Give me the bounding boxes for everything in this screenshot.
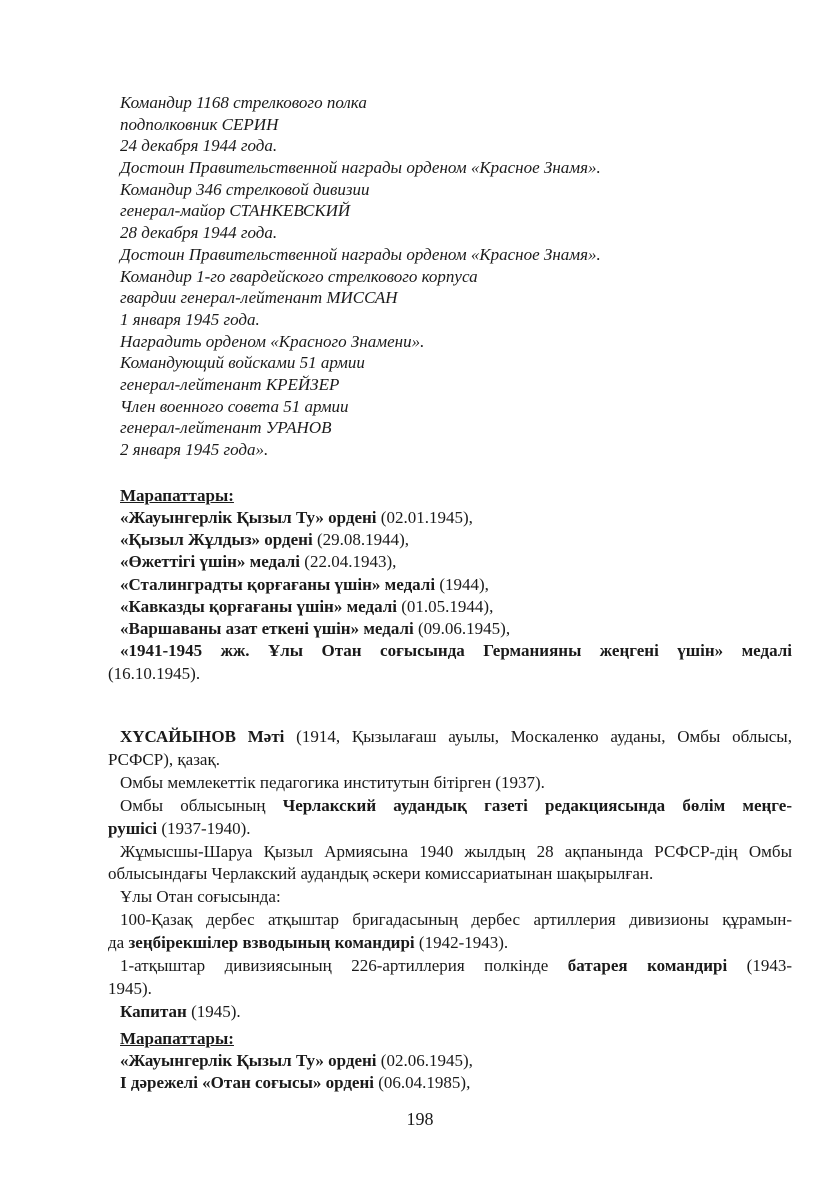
- bio-service1-prefix: да: [108, 933, 129, 953]
- quote-line: 28 декабря 1944 года.: [120, 223, 278, 243]
- bio-rank: [108, 1001, 792, 1024]
- award-item: [120, 574, 792, 596]
- awards-heading: Марапаттары:: [120, 1029, 234, 1048]
- award-date: (02.01.1945),: [376, 507, 473, 527]
- award-item: [120, 640, 792, 662]
- award-name: «Өжеттігі үшін» медалі: [120, 552, 301, 572]
- bio-intro-text: (1914, Қызылағаш ауылы, Москаленко ауданы, Омбы облысы,: [284, 727, 792, 746]
- award-item: [120, 529, 792, 551]
- quote-line: Наградить орденом «Красного Знамени».: [120, 331, 425, 351]
- awards-section: [108, 485, 792, 685]
- quote-line: 1 января 1945 года.: [120, 309, 260, 329]
- page-number: 198: [406, 1109, 434, 1129]
- award-name: «Варшаваны азат еткені үшін» медалі: [120, 619, 414, 639]
- quote-line: Достоин Правительственной награды орденом «Красное Знамя».: [120, 158, 601, 178]
- bio-intro-line2: РСФСР), қазақ.: [108, 749, 220, 769]
- quote-line: Командир 1-го гвардейского стрелкового корпуса: [120, 266, 478, 286]
- bio-education: Омбы мемлекеттік педагогика институтын бітірген (1937).: [120, 772, 545, 792]
- awards-section-2: [120, 1028, 792, 1094]
- award-date: (06.04.1985),: [374, 1072, 471, 1092]
- bio-intro: [108, 726, 792, 749]
- quote-line: Член военного совета 51 армии: [120, 396, 349, 416]
- bio-work-years: (1937-1940).: [157, 818, 251, 838]
- bio-work-line2: [108, 818, 792, 841]
- bio-war: Ұлы Отан соғысында:: [120, 887, 281, 907]
- bio-work-position: Черлакский аудандық газеті редакциясында бөлім меңге-: [282, 795, 793, 815]
- bio-service2: [108, 955, 792, 978]
- award-recommendation-quote: [120, 92, 792, 461]
- bio-work-position-cont: рушісі: [108, 818, 158, 838]
- bio-service1-years: (1942-1943).: [414, 933, 509, 953]
- quote-line: Командир 1168 стрелкового полка: [120, 93, 367, 112]
- award-date: (22.04.1943),: [300, 552, 397, 572]
- bio-rank-year: (1945).: [186, 1001, 241, 1021]
- bio-service1: [108, 909, 792, 932]
- quote-line: подполковник СЕРИН: [120, 114, 279, 134]
- quote-line: гвардии генерал-лейтенант МИССАН: [120, 288, 398, 308]
- bio-service2-years: (1943-: [727, 956, 792, 976]
- bio-service2-position: батарея командирі: [567, 956, 728, 976]
- award-name: І дәрежелі «Отан соғысы» ордені: [120, 1072, 374, 1092]
- quote-line: генерал-майор СТАНКЕВСКИЙ: [120, 201, 351, 221]
- bio-service1-line1: 100-Қазақ дербес атқыштар бригадасының дербес артиллерия дивизионы құрамын-: [120, 910, 792, 930]
- award-item: [120, 551, 792, 573]
- quote-line: 24 декабря 1944 года.: [120, 136, 278, 156]
- person-name: ХҮСАЙЫНОВ Мәті: [120, 727, 285, 746]
- award-date: (1944),: [435, 574, 489, 594]
- award-name: «1941-1945 жж. Ұлы Отан соғысында Германияны жеңгені үшін» медалі: [120, 641, 792, 661]
- bio-service2-prefix: 1-атқыштар дивизиясының 226-артиллерия полкінде: [120, 956, 568, 976]
- bio-work: [108, 795, 792, 818]
- bio-draft-line1: Жұмысшы-Шаруа Қызыл Армиясына 1940 жылдың 28 ақпанында РСФСР-дің Омбы: [120, 841, 792, 861]
- award-item: [120, 1050, 792, 1072]
- award-date: (01.05.1944),: [397, 596, 494, 616]
- award-name: «Сталинградты қорғағаны үшін» медалі: [120, 574, 436, 594]
- award-name: «Жауынгерлік Қызыл Ту» ордені: [120, 507, 377, 527]
- bio-draft: [108, 841, 792, 864]
- quote-line: 2 января 1945 года».: [120, 440, 269, 459]
- bio-draft-line2: облысындағы Черлакский аудандық әскери комиссариатынан шақырылған.: [108, 864, 654, 884]
- quote-line: Командующий войсками 51 армии: [120, 353, 365, 373]
- award-date: (09.06.1945),: [413, 619, 511, 639]
- quote-line: генерал-лейтенант УРАНОВ: [120, 418, 332, 438]
- quote-line: Достоин Правительственной награды орденом «Красное Знамя».: [120, 244, 601, 264]
- award-item: [120, 1072, 792, 1094]
- bio-service1-line2: [108, 932, 792, 955]
- quote-line: Командир 346 стрелковой дивизии: [120, 179, 370, 199]
- bio-service2-line2: 1945).: [108, 978, 152, 998]
- award-name: «Қызыл Жұлдыз» ордені: [120, 529, 313, 549]
- bio-rank-title: Капитан: [120, 1001, 187, 1021]
- award-date: (02.06.1945),: [376, 1050, 473, 1070]
- awards-heading: Марапаттары:: [120, 486, 234, 505]
- award-date: (29.08.1944),: [312, 529, 410, 549]
- award-item: [120, 618, 792, 640]
- bio-service1-position: зеңбірекшілер взводының командирі: [128, 933, 415, 953]
- award-item: [120, 507, 792, 529]
- award-name: «Жауынгерлік Қызыл Ту» ордені: [120, 1050, 377, 1070]
- bio-work-prefix: Омбы облысының: [120, 795, 283, 815]
- quote-line: генерал-лейтенант КРЕЙЗЕР: [120, 374, 340, 394]
- award-date: (16.10.1945).: [108, 663, 201, 683]
- award-name: «Кавказды қорғағаны үшін» медалі: [120, 596, 398, 616]
- award-item: [120, 596, 792, 618]
- biography-section: [108, 726, 792, 1024]
